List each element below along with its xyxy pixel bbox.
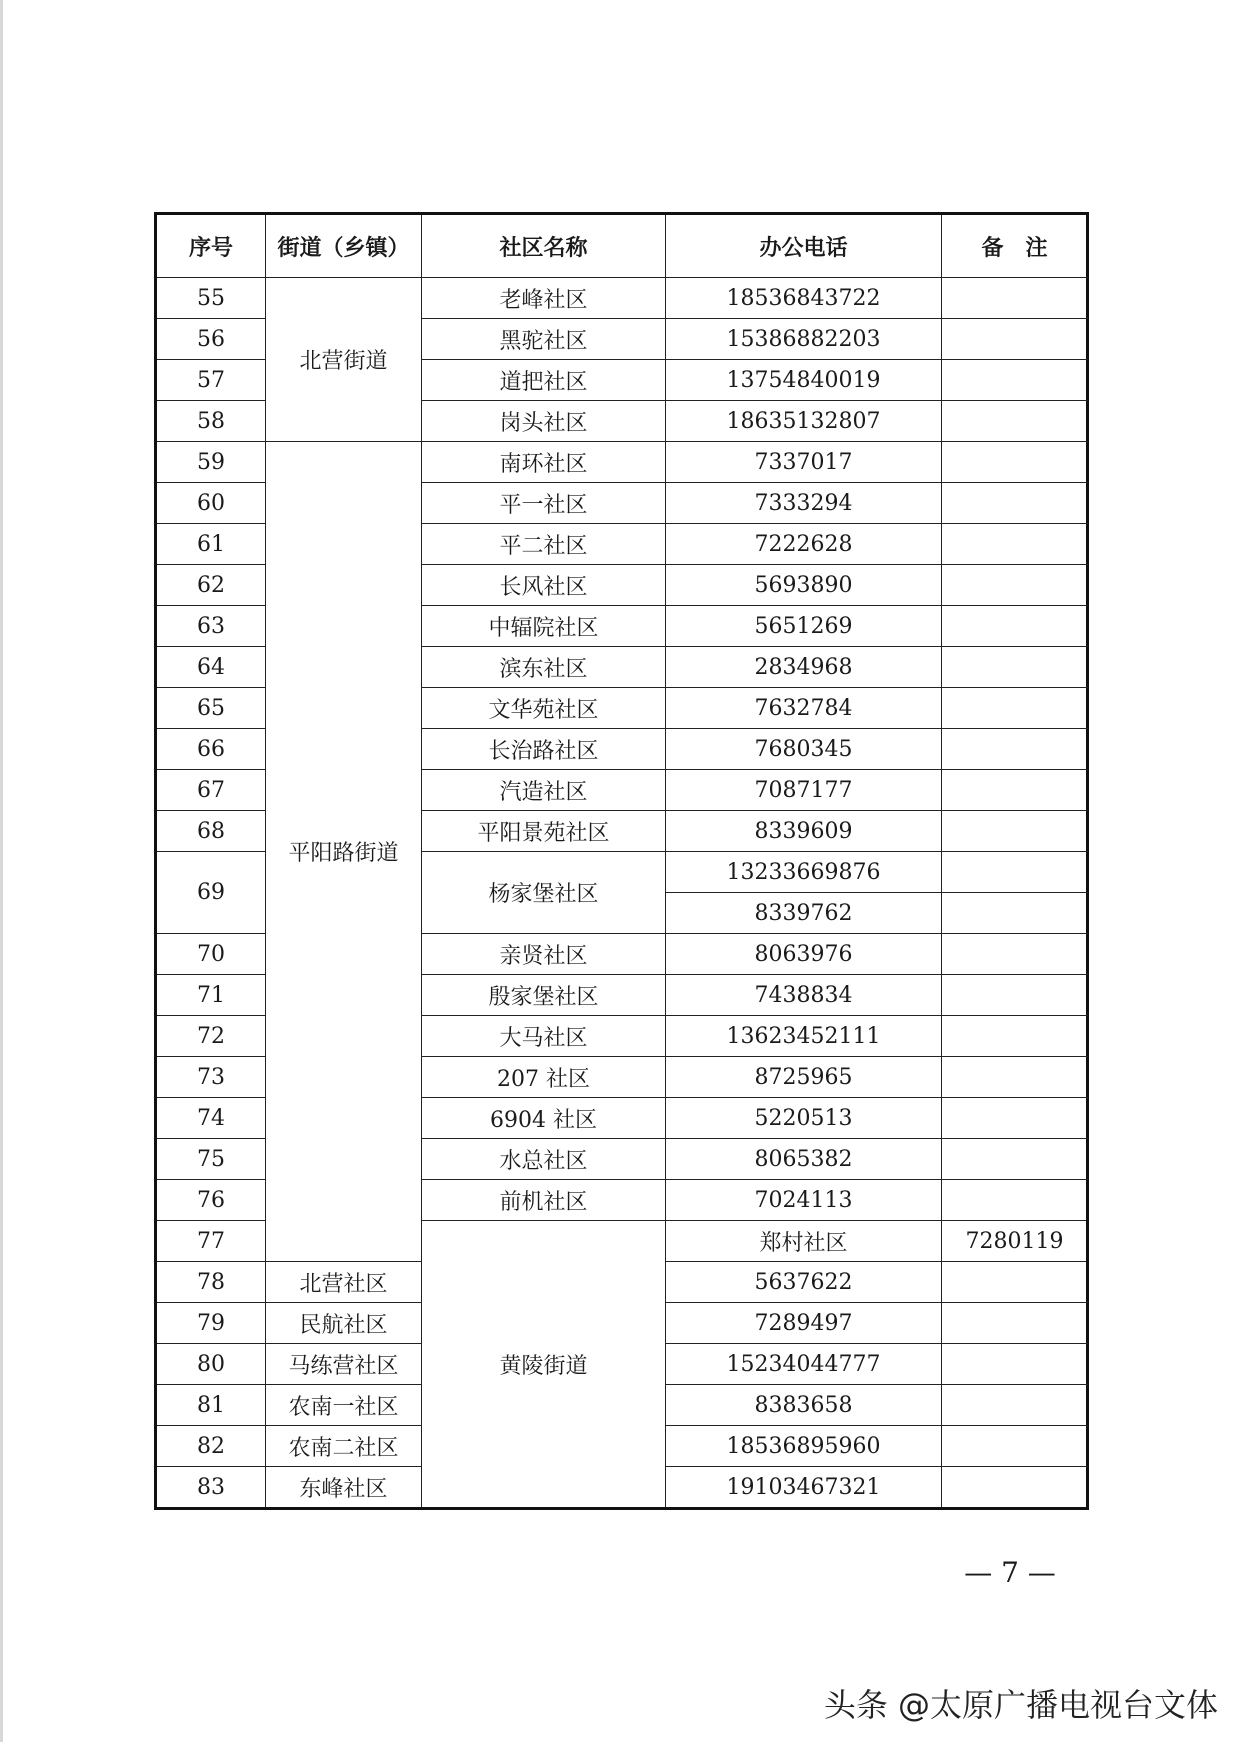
cell-serial: 81 bbox=[156, 1385, 266, 1426]
cell-community-name: 郑村社区 bbox=[666, 1221, 942, 1262]
cell-community-name: 杨家堡社区 bbox=[422, 852, 666, 934]
cell-remark bbox=[942, 360, 1088, 401]
cell-phone: 7333294 bbox=[666, 483, 942, 524]
cell-remark bbox=[942, 278, 1088, 319]
cell-serial: 57 bbox=[156, 360, 266, 401]
cell-phone: 5651269 bbox=[666, 606, 942, 647]
page-number: — 7 — bbox=[964, 1556, 1056, 1589]
cell-serial: 76 bbox=[156, 1180, 266, 1221]
cell-serial: 55 bbox=[156, 278, 266, 319]
table-row bbox=[156, 442, 1088, 483]
table-header-row bbox=[156, 214, 1088, 278]
cell-phone: 15234044777 bbox=[666, 1344, 942, 1385]
cell-serial: 72 bbox=[156, 1016, 266, 1057]
cell-community-name: 民航社区 bbox=[266, 1303, 422, 1344]
cell-serial: 65 bbox=[156, 688, 266, 729]
cell-serial: 56 bbox=[156, 319, 266, 360]
cell-phone: 8383658 bbox=[666, 1385, 942, 1426]
cell-phone: 18536843722 bbox=[666, 278, 942, 319]
cell-serial: 64 bbox=[156, 647, 266, 688]
cell-remark bbox=[942, 1057, 1088, 1098]
cell-remark bbox=[942, 852, 1088, 893]
cell-phone: 13623452111 bbox=[666, 1016, 942, 1057]
cell-community-name: 平一社区 bbox=[422, 483, 666, 524]
cell-remark bbox=[942, 1344, 1088, 1385]
cell-serial: 69 bbox=[156, 852, 266, 934]
cell-remark bbox=[942, 524, 1088, 565]
cell-phone: 8725965 bbox=[666, 1057, 942, 1098]
cell-community-name: 北营社区 bbox=[266, 1262, 422, 1303]
cell-remark bbox=[942, 975, 1088, 1016]
cell-community-name: 前机社区 bbox=[422, 1180, 666, 1221]
cell-phone: 7222628 bbox=[666, 524, 942, 565]
cell-street: 平阳路街道 bbox=[266, 442, 422, 1262]
cell-serial: 63 bbox=[156, 606, 266, 647]
cell-phone: 5693890 bbox=[666, 565, 942, 606]
cell-remark bbox=[942, 1139, 1088, 1180]
cell-remark bbox=[942, 1426, 1088, 1467]
table-row bbox=[156, 278, 1088, 319]
cell-remark bbox=[942, 319, 1088, 360]
cell-community-name: 长治路社区 bbox=[422, 729, 666, 770]
header-remark: 备 注 bbox=[942, 214, 1088, 278]
page-edge-shadow bbox=[0, 0, 3, 1742]
cell-remark bbox=[942, 1385, 1088, 1426]
cell-remark bbox=[942, 606, 1088, 647]
cell-community-name: 黑驼社区 bbox=[422, 319, 666, 360]
cell-phone: 7087177 bbox=[666, 770, 942, 811]
cell-phone: 18536895960 bbox=[666, 1426, 942, 1467]
cell-community-name: 长风社区 bbox=[422, 565, 666, 606]
cell-serial: 67 bbox=[156, 770, 266, 811]
cell-phone: 7289497 bbox=[666, 1303, 942, 1344]
cell-serial: 66 bbox=[156, 729, 266, 770]
cell-community-name: 农南一社区 bbox=[266, 1385, 422, 1426]
cell-phone: 18635132807 bbox=[666, 401, 942, 442]
cell-phone: 8063976 bbox=[666, 934, 942, 975]
header-phone: 办公电话 bbox=[666, 214, 942, 278]
cell-serial: 75 bbox=[156, 1139, 266, 1180]
cell-community-name: 老峰社区 bbox=[422, 278, 666, 319]
cell-phone: 8339762 bbox=[666, 893, 942, 934]
cell-phone: 15386882203 bbox=[666, 319, 942, 360]
cell-community-name: 平二社区 bbox=[422, 524, 666, 565]
cell-remark bbox=[942, 893, 1088, 934]
cell-community-name: 道把社区 bbox=[422, 360, 666, 401]
table-body bbox=[156, 278, 1088, 1509]
header-serial: 序号 bbox=[156, 214, 266, 278]
cell-serial: 80 bbox=[156, 1344, 266, 1385]
cell-community-name: 汽造社区 bbox=[422, 770, 666, 811]
cell-remark bbox=[942, 1467, 1088, 1509]
cell-phone: 7337017 bbox=[666, 442, 942, 483]
cell-phone: 7280119 bbox=[942, 1221, 1088, 1262]
cell-community-name: 殷家堡社区 bbox=[422, 975, 666, 1016]
cell-community-name: 滨东社区 bbox=[422, 647, 666, 688]
cell-remark bbox=[942, 647, 1088, 688]
community-phone-table bbox=[154, 212, 1089, 1510]
cell-remark bbox=[942, 1098, 1088, 1139]
cell-community-name: 农南二社区 bbox=[266, 1426, 422, 1467]
cell-community-name: 水总社区 bbox=[422, 1139, 666, 1180]
cell-serial: 68 bbox=[156, 811, 266, 852]
cell-serial: 82 bbox=[156, 1426, 266, 1467]
cell-community-name: 岗头社区 bbox=[422, 401, 666, 442]
cell-serial: 74 bbox=[156, 1098, 266, 1139]
cell-community-name: 207 社区 bbox=[422, 1057, 666, 1098]
cell-remark bbox=[942, 401, 1088, 442]
cell-phone: 5220513 bbox=[666, 1098, 942, 1139]
cell-serial: 59 bbox=[156, 442, 266, 483]
cell-street: 北营街道 bbox=[266, 278, 422, 442]
cell-phone: 2834968 bbox=[666, 647, 942, 688]
cell-phone: 19103467321 bbox=[666, 1467, 942, 1509]
cell-community-name: 大马社区 bbox=[422, 1016, 666, 1057]
cell-remark bbox=[942, 1262, 1088, 1303]
cell-phone: 8339609 bbox=[666, 811, 942, 852]
cell-remark bbox=[942, 1180, 1088, 1221]
cell-serial: 61 bbox=[156, 524, 266, 565]
cell-phone: 7632784 bbox=[666, 688, 942, 729]
cell-phone: 7680345 bbox=[666, 729, 942, 770]
cell-community-name: 6904 社区 bbox=[422, 1098, 666, 1139]
cell-remark bbox=[942, 770, 1088, 811]
cell-community-name: 中辐院社区 bbox=[422, 606, 666, 647]
cell-community-name: 平阳景苑社区 bbox=[422, 811, 666, 852]
cell-serial: 83 bbox=[156, 1467, 266, 1509]
cell-remark bbox=[942, 442, 1088, 483]
cell-phone: 13233669876 bbox=[666, 852, 942, 893]
cell-phone: 7024113 bbox=[666, 1180, 942, 1221]
cell-phone: 13754840019 bbox=[666, 360, 942, 401]
cell-serial: 78 bbox=[156, 1262, 266, 1303]
cell-street: 黄陵街道 bbox=[422, 1221, 666, 1509]
cell-community-name: 南环社区 bbox=[422, 442, 666, 483]
cell-community-name: 东峰社区 bbox=[266, 1467, 422, 1509]
cell-serial: 60 bbox=[156, 483, 266, 524]
cell-phone: 8065382 bbox=[666, 1139, 942, 1180]
watermark-text: 头条 @太原广播电视台文体 bbox=[823, 1686, 1218, 1724]
cell-remark bbox=[942, 1303, 1088, 1344]
cell-phone: 5637622 bbox=[666, 1262, 942, 1303]
cell-remark bbox=[942, 729, 1088, 770]
cell-serial: 77 bbox=[156, 1221, 266, 1262]
cell-serial: 70 bbox=[156, 934, 266, 975]
cell-serial: 73 bbox=[156, 1057, 266, 1098]
cell-serial: 62 bbox=[156, 565, 266, 606]
cell-remark bbox=[942, 688, 1088, 729]
cell-remark bbox=[942, 934, 1088, 975]
cell-serial: 79 bbox=[156, 1303, 266, 1344]
cell-community-name: 亲贤社区 bbox=[422, 934, 666, 975]
header-street: 街道（乡镇） bbox=[266, 214, 422, 278]
cell-community-name: 马练营社区 bbox=[266, 1344, 422, 1385]
cell-remark bbox=[942, 483, 1088, 524]
cell-serial: 71 bbox=[156, 975, 266, 1016]
cell-remark bbox=[942, 1016, 1088, 1057]
cell-serial: 58 bbox=[156, 401, 266, 442]
cell-community-name: 文华苑社区 bbox=[422, 688, 666, 729]
cell-remark bbox=[942, 565, 1088, 606]
cell-remark bbox=[942, 811, 1088, 852]
cell-phone: 7438834 bbox=[666, 975, 942, 1016]
header-community: 社区名称 bbox=[422, 214, 666, 278]
